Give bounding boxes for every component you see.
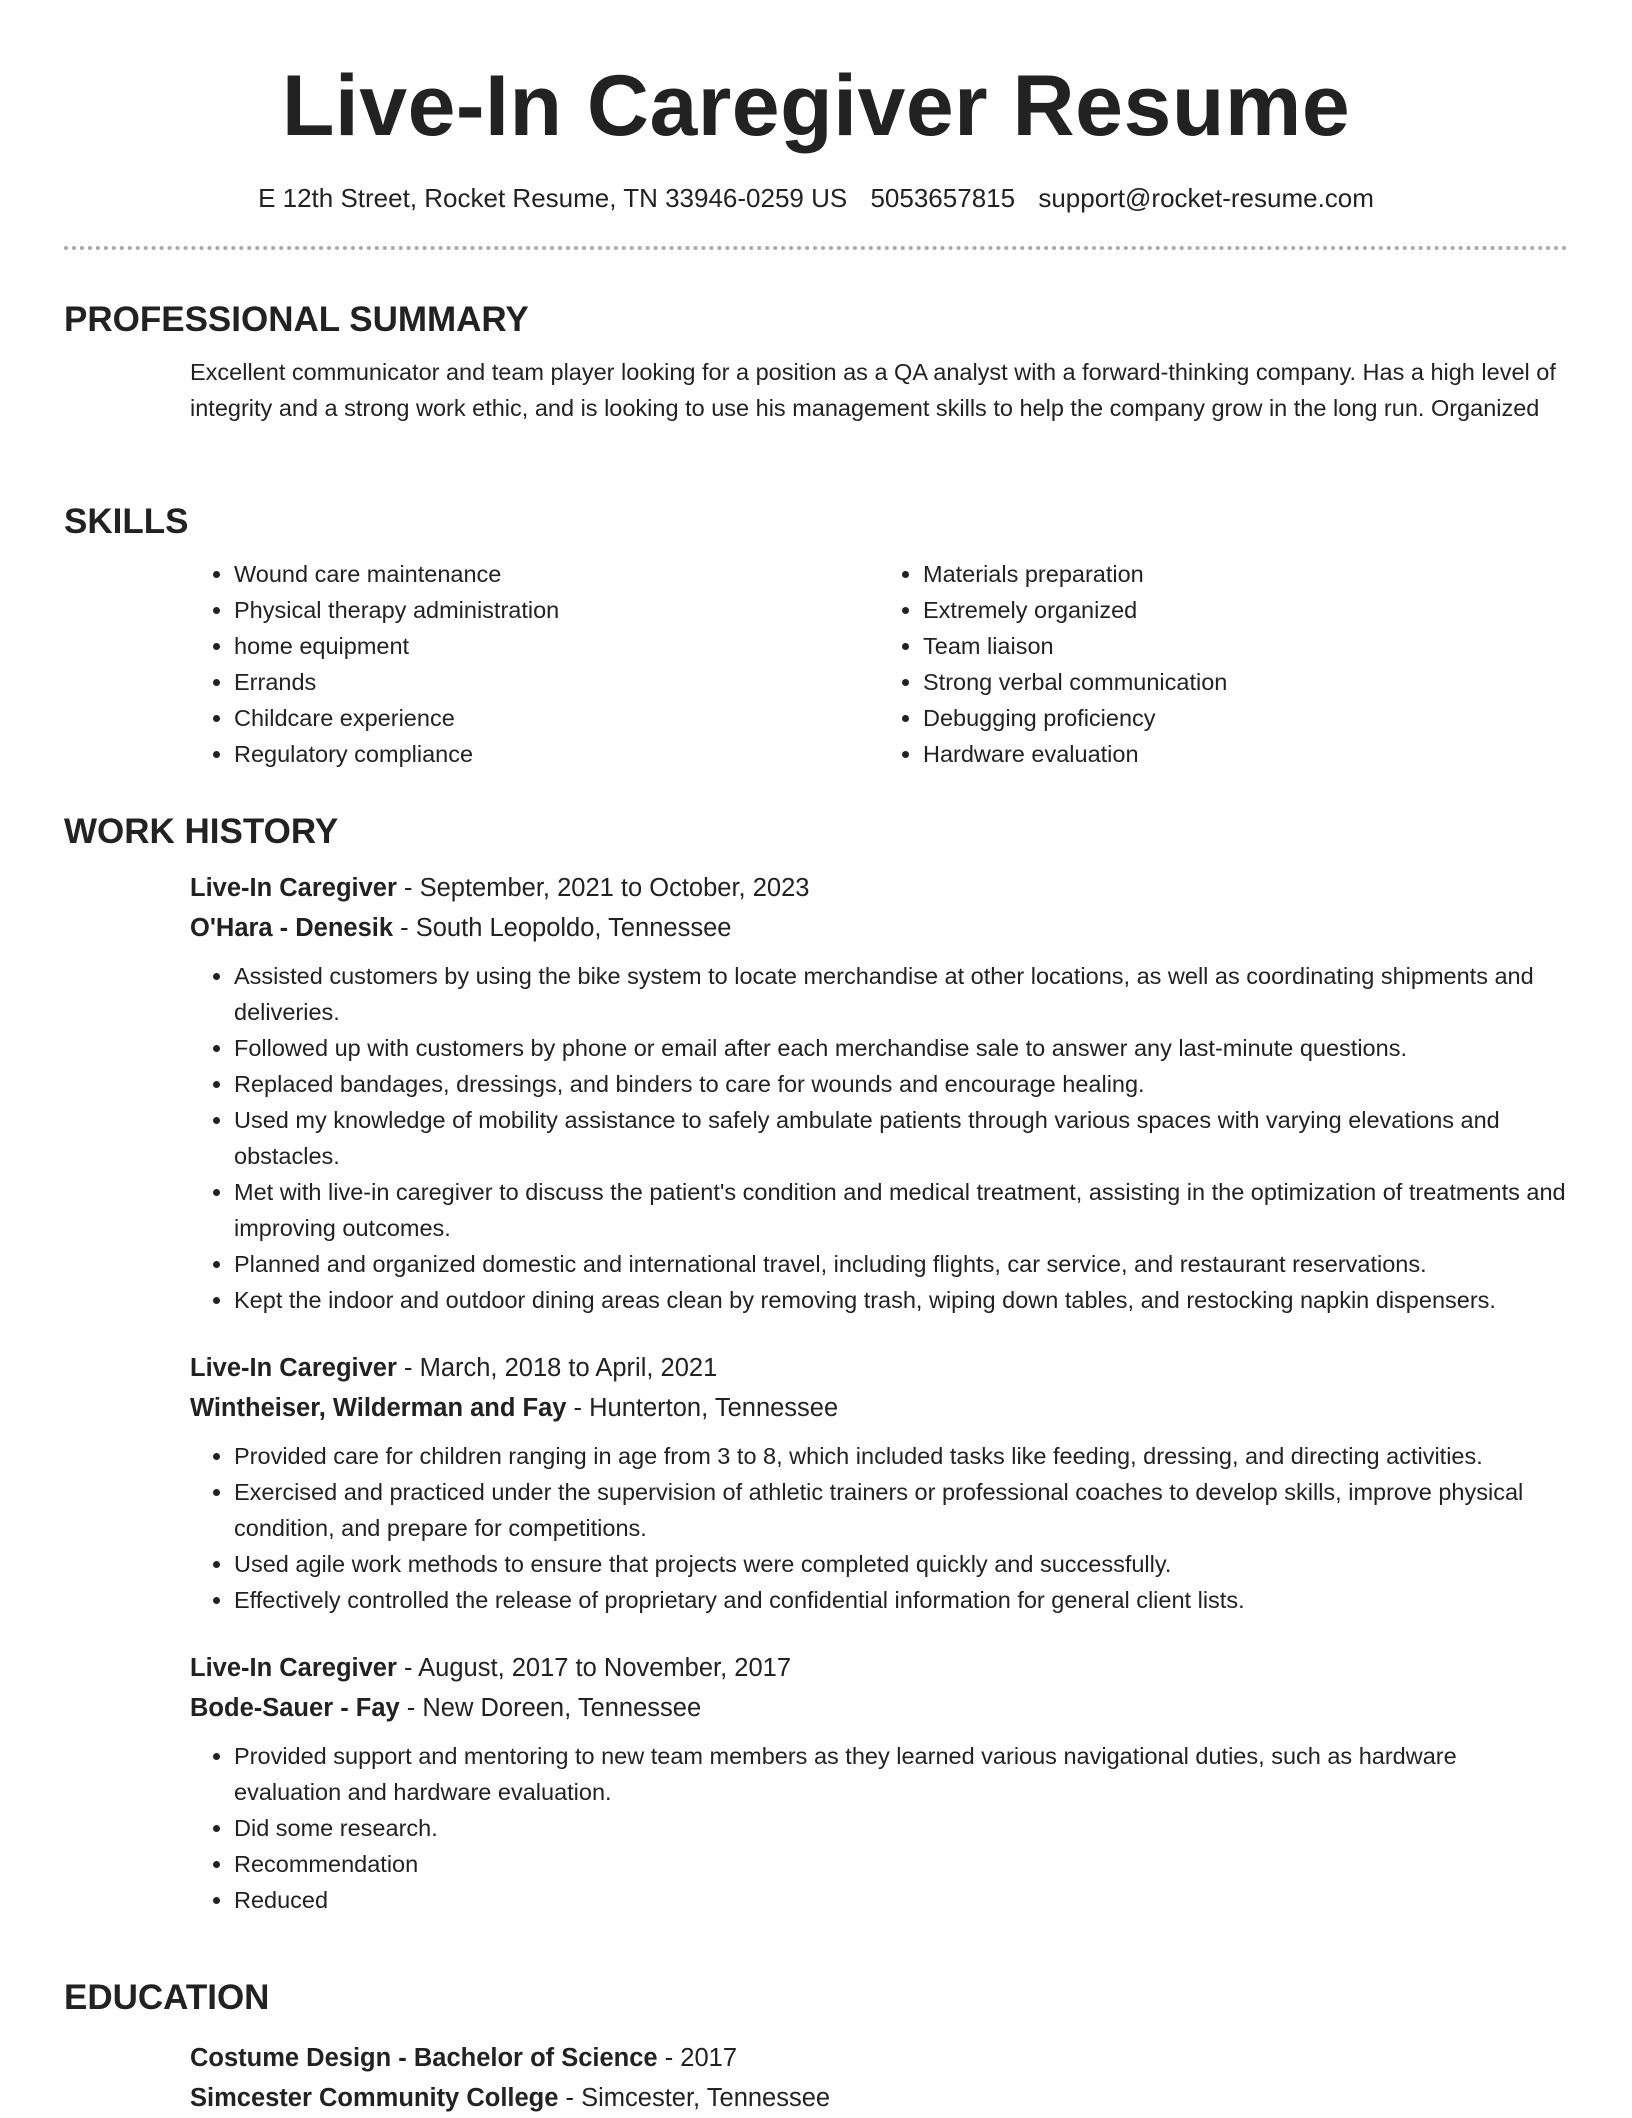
duty-item: • Effectively controlled the release of proprietary and confidential information for general client lists. [234,1582,1568,1618]
contact-line [64,180,1568,216]
duty-item: • Used my knowledge of mobility assistance to safely ambulate patients through various spaces with varying elevations and obstacles. [234,1102,1568,1174]
education-heading: EDUCATION [64,1978,270,2017]
summary-text: Excellent communicator and team player looking for a position as a QA analyst with a forward-thinking company. Has a high level of integrity and a strong work ethic, and is looking to use his management skills to help the company grow in the long run. Organized [190,359,1556,421]
duty-item: • Used agile work methods to ensure that projects were completed quickly and successfully. [234,1546,1568,1582]
job-title-line [190,1348,1568,1388]
skills-left-list [190,556,879,772]
education-degree: Costume Design - Bachelor of Science [190,2044,658,2072]
duty-item: • Kept the indoor and outdoor dining areas clean by removing trash, wiping down tables, and restocking napkin dispensers. [234,1282,1568,1318]
summary-section [64,298,1568,426]
header-divider [64,246,1568,250]
job-title-line [190,868,1568,908]
skills-right-list [879,556,1568,772]
job-location: - Hunterton, Tennessee [566,1394,839,1422]
job-company: O'Hara - Denesik [190,914,394,942]
job-company: Wintheiser, Wilderman and Fay [190,1394,567,1422]
education-entry [190,2038,1568,2118]
duty-item: • Assisted customers by using the bike system to locate merchandise at other locations, as well as coordinating shipments and deliveries. [234,958,1568,1030]
job-entry [190,1348,1568,1618]
job-duties-list [190,1738,1568,1918]
skills-section [64,500,1568,772]
skill-item: • Childcare experience [234,700,879,736]
duty-item: • Reduced [234,1882,1568,1918]
job-company-line [190,1688,1568,1728]
contact-phone: 5053657815 [870,183,1016,213]
education-section [64,1976,1568,2118]
skill-item: • Regulatory compliance [234,736,879,772]
job-title: Live-In Caregiver [190,1654,397,1682]
job-location: - New Doreen, Tennessee [399,1694,702,1722]
contact-address: E 12th Street, Rocket Resume, TN 33946-0259 US [258,183,848,213]
job-company-line [190,908,1568,948]
duty-item: • Met with live-in caregiver to discuss the patient's condition and medical treatment, assisting in the optimization of treatments and improving outcomes. [234,1174,1568,1246]
skill-item: • Errands [234,664,879,700]
job-company: Bode-Sauer - Fay [190,1694,400,1722]
job-company-line [190,1388,1568,1428]
education-school: Simcester Community College [190,2084,559,2112]
duty-item: • Followed up with customers by phone or email after each merchandise sale to answer any last-minute questions. [234,1030,1568,1066]
job-title-line [190,1648,1568,1688]
education-school-line [190,2078,1568,2118]
skills-heading: SKILLS [64,502,189,541]
job-dates: - September, 2021 to October, 2023 [396,874,810,902]
duty-item: • Recommendation [234,1846,1568,1882]
duty-item: • Replaced bandages, dressings, and binders to care for wounds and encourage healing. [234,1066,1568,1102]
contact-email: support@rocket-resume.com [1038,183,1374,213]
job-duties-list [190,1438,1568,1618]
resume-page [64,0,1568,2112]
education-location: - Simcester, Tennessee [558,2084,831,2112]
skill-item: • Team liaison [923,628,1568,664]
work-history-section [64,810,1568,1918]
job-location: - South Leopoldo, Tennessee [393,914,732,942]
resume-title: Live-In Caregiver Resume [281,58,1351,154]
skill-item: • home equipment [234,628,879,664]
skill-item: • Physical therapy administration [234,592,879,628]
skill-item: • Debugging proficiency [923,700,1568,736]
job-title: Live-In Caregiver [190,874,397,902]
duty-item: • Planned and organized domestic and international travel, including flights, car service, and restaurant reservations. [234,1246,1568,1282]
duty-item: • Provided support and mentoring to new team members as they learned various navigational duties, such as hardware evaluation and hardware evaluation. [234,1738,1568,1810]
job-dates: - March, 2018 to April, 2021 [396,1354,718,1382]
duty-item: • Exercised and practiced under the supervision of athletic trainers or professional coaches to develop skills, improve physical condition, and prepare for competitions. [234,1474,1568,1546]
work-history-heading: WORK HISTORY [64,812,339,851]
education-year: - 2017 [657,2044,738,2072]
job-title: Live-In Caregiver [190,1354,397,1382]
skill-item: • Extremely organized [923,592,1568,628]
skill-item: • Strong verbal communication [923,664,1568,700]
duty-item: • Provided care for children ranging in age from 3 to 8, which included tasks like feeding, dressing, and directing activities. [234,1438,1568,1474]
education-degree-line [190,2038,1568,2078]
skill-item: • Materials preparation [923,556,1568,592]
skill-item: • Wound care maintenance [234,556,879,592]
job-entry [190,1648,1568,1918]
job-duties-list [190,958,1568,1318]
summary-heading: PROFESSIONAL SUMMARY [64,300,529,339]
duty-item: • Did some research. [234,1810,1568,1846]
job-dates: - August, 2017 to November, 2017 [396,1654,792,1682]
job-entry [190,868,1568,1318]
skill-item: • Hardware evaluation [923,736,1568,772]
skills-grid [190,556,1568,772]
